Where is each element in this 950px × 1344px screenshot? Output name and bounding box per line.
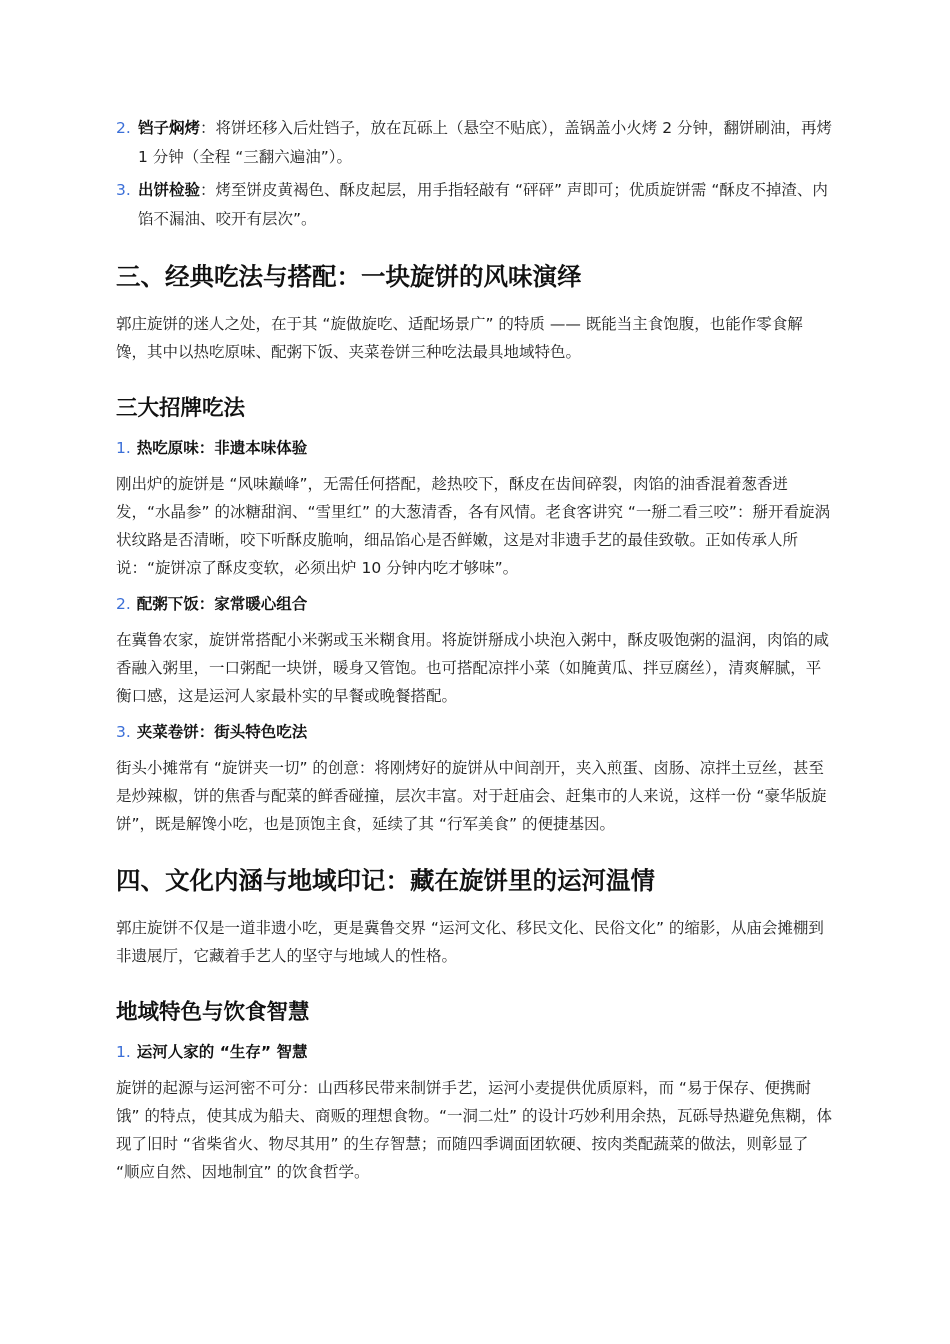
item-heading <box>116 1038 832 1066</box>
subsection-heading: 三大招牌吃法 <box>116 396 246 421</box>
item-title: 夹菜卷饼：街头特色吃法 <box>136 723 308 741</box>
list-item-text: ：烤至饼皮黄褐色、酥皮起层，用手指轻敲有 “砰砰” 声即可；优质旋饼需 “酥皮不掉渣、内馅不漏油、咬开有层次”。 <box>138 181 828 228</box>
list-item-title: 铛子焖烤 <box>138 119 201 137</box>
item-heading <box>116 590 832 618</box>
section-heading: 三、经典吃法与搭配：一块旋饼的风味演绎 <box>116 262 582 291</box>
item-heading <box>116 434 832 462</box>
list-number: 2. <box>116 119 131 137</box>
document-page <box>116 114 832 1194</box>
item-number: 1. <box>116 1043 131 1061</box>
section-intro: 郭庄旋饼不仅是一道非遗小吃，更是冀鲁交界 “运河文化、移民文化、民俗文化” 的缩影，从庙会摊棚到非遗展厅，它藏着手艺人的坚守与地域人的性格。 <box>116 919 824 965</box>
list-item-text: ：将饼坯移入后灶铛子，放在瓦砾上（悬空不贴底），盖锅盖小火烤 2 分钟，翻饼刷油，再烤 1 分钟（全程 “三翻六遍油”）。 <box>138 119 832 166</box>
section-heading: 四、文化内涵与地域印记：藏在旋饼里的运河温情 <box>116 866 655 895</box>
item-paragraph: 在冀鲁农家，旋饼常搭配小米粥或玉米糊食用。将旋饼掰成小块泡入粥中，酥皮吸饱粥的温润，肉馅的咸香融入粥里，一口粥配一块饼，暖身又管饱。也可搭配凉拌小菜（如腌黄瓜、拌豆腐丝），清爽解腻，平衡口感，这是运河人家最朴实的早餐或晚餐搭配。 <box>116 631 830 705</box>
subsection-heading: 地域特色与饮食智慧 <box>116 1000 310 1025</box>
item-paragraph: 刚出炉的旋饼是 “风味巅峰”，无需任何搭配，趁热咬下，酥皮在齿间碎裂，肉馅的油香混着葱香迸发，“水晶参” 的冰糖甜润、“雪里红” 的大葱清香，各有风情。老食客讲究 “一掰二看三咬”：掰开看旋涡状纹路是否清晰，咬下听酥皮脆响，细品馅心是否鲜嫩，这是对非遗手艺的最佳致敬。正如传承人所说：“旋饼凉了酥皮变软，必须出炉 10 分钟内吃才够味”。 <box>116 475 830 577</box>
item-paragraph: 街头小摊常有 “旋饼夹一切” 的创意：将刚烤好的旋饼从中间剖开，夹入煎蛋、卤肠、凉拌土豆丝，甚至是炒辣椒，饼的焦香与配菜的鲜香碰撞，层次丰富。对于赶庙会、赶集市的人来说，这样一份 “豪华版旋饼”，既是解馋小吃，也是顶饱主食，延续了其 “行军美食” 的便捷基因。 <box>116 759 827 833</box>
list-item-title: 出饼检验 <box>138 181 201 199</box>
item-paragraph: 旋饼的起源与运河密不可分：山西移民带来制饼手艺，运河小麦提供优质原料，而 “易于保存、便携耐饿” 的特点，使其成为船夫、商贩的理想食物。“一洞二灶” 的设计巧妙利用余热，瓦砾导热避免焦糊，体现了旧时 “省柴省火、物尽其用” 的生存智慧；而随四季调面团软硬、按肉类配蔬菜的做法，则彰显了 “顺应自然、因地制宜” 的饮食哲学。 <box>116 1079 832 1181</box>
list-number: 3. <box>116 181 131 199</box>
item-heading <box>116 718 832 746</box>
section-intro: 郭庄旋饼的迷人之处，在于其 “旋做旋吃、适配场景广” 的特质 —— 既能当主食饱腹，也能作零食解馋，其中以热吃原味、配粥下饭、夹菜卷饼三种吃法最具地域特色。 <box>116 315 803 361</box>
list-item <box>116 176 832 234</box>
item-number: 3. <box>116 723 131 741</box>
item-number: 2. <box>116 595 131 613</box>
item-number: 1. <box>116 439 131 457</box>
item-title: 配粥下饭：家常暖心组合 <box>136 595 308 613</box>
item-title: 运河人家的 “生存” 智慧 <box>136 1043 308 1061</box>
list-item <box>116 114 832 172</box>
item-title: 热吃原味：非遗本味体验 <box>136 439 308 457</box>
